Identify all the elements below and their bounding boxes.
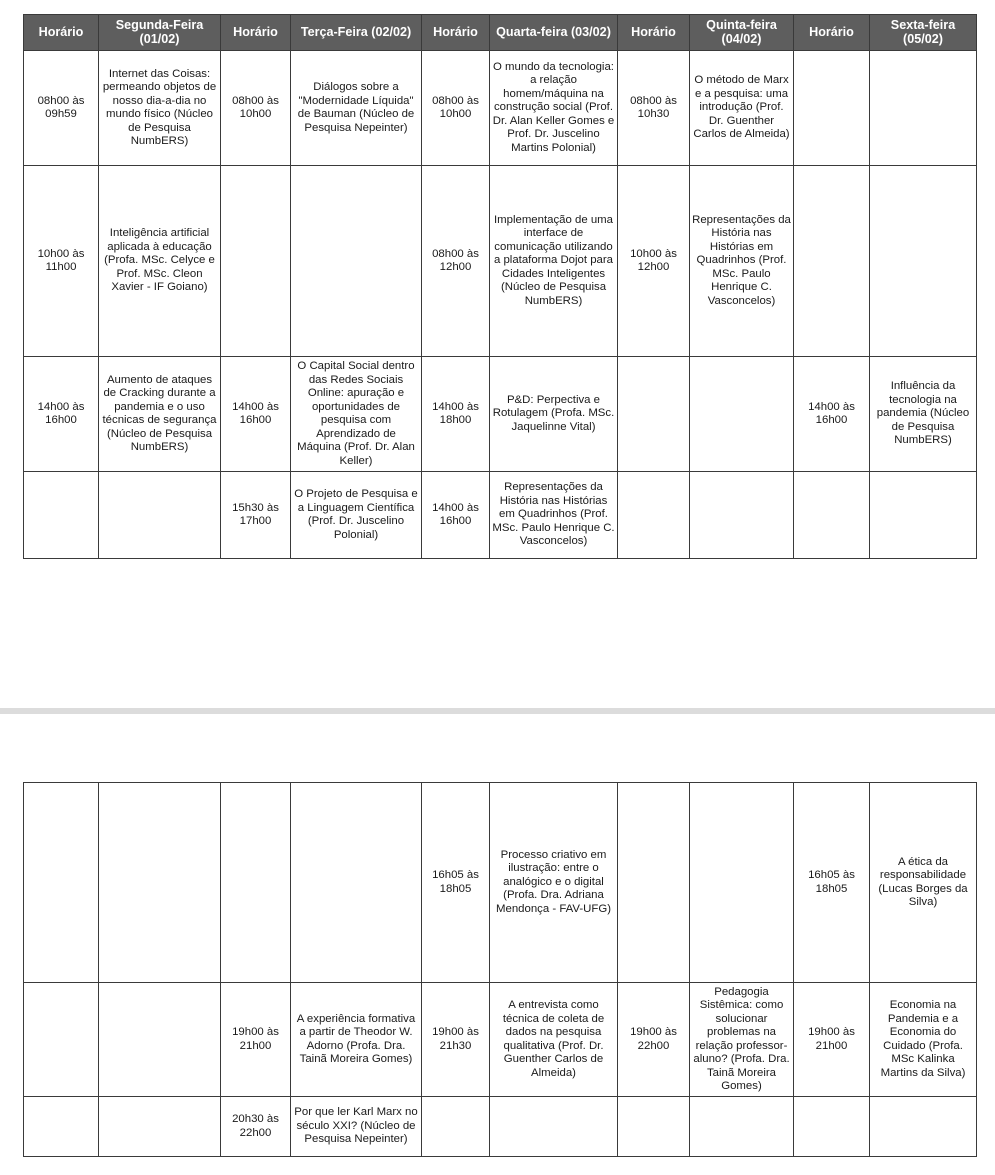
empty-cell xyxy=(24,472,99,559)
page-separator xyxy=(0,708,995,714)
table-row xyxy=(24,983,977,1097)
header-friday: Sexta-feira (05/02) xyxy=(870,15,977,51)
empty-cell xyxy=(794,1097,870,1157)
empty-cell xyxy=(221,783,291,983)
event-cell: Por que ler Karl Marx no século XXI? (Núcleo de Pesquisa Nepeinter) xyxy=(291,1097,422,1157)
event-cell: O Projeto de Pesquisa e a Linguagem Científica (Prof. Dr. Juscelino Polonial) xyxy=(291,472,422,559)
table-row xyxy=(24,1097,977,1157)
time-cell: 19h00 às 22h00 xyxy=(618,983,690,1097)
empty-cell xyxy=(870,472,977,559)
empty-cell xyxy=(24,783,99,983)
table-row xyxy=(24,472,977,559)
event-cell: O Capital Social dentro das Redes Sociais Online: apuração e oportunidades de pesquisa com Aprendizado de Máquina (Prof. Dr. Alan Keller) xyxy=(291,357,422,472)
event-cell: A experiência formativa a partir de Theodor W. Adorno (Profa. Dra. Tainã Moreira Gomes) xyxy=(291,983,422,1097)
empty-cell xyxy=(24,983,99,1097)
event-cell: P&D: Perpectiva e Rotulagem (Profa. MSc. Jaquelinne Vital) xyxy=(490,357,618,472)
empty-cell xyxy=(690,357,794,472)
event-cell: Representações da História nas Histórias em Quadrinhos (Prof. MSc. Paulo Henrique C. Vasconcelos) xyxy=(490,472,618,559)
empty-cell xyxy=(794,472,870,559)
empty-cell xyxy=(422,1097,490,1157)
header-tuesday: Terça-Feira (02/02) xyxy=(291,15,422,51)
header-time: Horário xyxy=(422,15,490,51)
time-cell: 10h00 às 12h00 xyxy=(618,166,690,357)
time-cell: 08h00 às 12h00 xyxy=(422,166,490,357)
empty-cell xyxy=(99,472,221,559)
time-cell: 14h00 às 16h00 xyxy=(24,357,99,472)
header-time: Horário xyxy=(24,15,99,51)
empty-cell xyxy=(690,472,794,559)
time-cell: 08h00 às 09h59 xyxy=(24,51,99,166)
event-cell: Aumento de ataques de Cracking durante a pandemia e o uso técnicas de segurança (Núcleo de Pesquisa NumbERS) xyxy=(99,357,221,472)
table-row xyxy=(24,357,977,472)
time-cell: 16h05 às 18h05 xyxy=(794,783,870,983)
empty-cell xyxy=(690,1097,794,1157)
schedule-table-page-2 xyxy=(23,782,977,1157)
event-cell: Influência da tecnologia na pandemia (Núcleo de Pesquisa NumbERS) xyxy=(870,357,977,472)
time-cell: 14h00 às 16h00 xyxy=(794,357,870,472)
time-cell: 14h00 às 16h00 xyxy=(422,472,490,559)
empty-cell xyxy=(221,166,291,357)
time-cell: 14h00 às 16h00 xyxy=(221,357,291,472)
empty-cell xyxy=(618,1097,690,1157)
time-cell: 19h00 às 21h00 xyxy=(221,983,291,1097)
time-cell: 16h05 às 18h05 xyxy=(422,783,490,983)
empty-cell xyxy=(618,783,690,983)
header-time: Horário xyxy=(794,15,870,51)
time-cell: 14h00 às 18h00 xyxy=(422,357,490,472)
event-cell: O método de Marx e a pesquisa: uma introdução (Prof. Dr. Guenther Carlos de Almeida) xyxy=(690,51,794,166)
event-cell: Representações da História nas Histórias em Quadrinhos (Prof. MSc. Paulo Henrique C. Vasconcelos) xyxy=(690,166,794,357)
empty-cell xyxy=(618,472,690,559)
event-cell: Diálogos sobre a "Modernidade Líquida" de Bauman (Núcleo de Pesquisa Nepeinter) xyxy=(291,51,422,166)
empty-cell xyxy=(690,783,794,983)
empty-cell xyxy=(870,51,977,166)
time-cell: 19h00 às 21h30 xyxy=(422,983,490,1097)
header-thursday: Quinta-feira (04/02) xyxy=(690,15,794,51)
empty-cell xyxy=(870,166,977,357)
schedule-table-page-1 xyxy=(23,14,977,559)
table-row xyxy=(24,783,977,983)
empty-cell xyxy=(99,783,221,983)
empty-cell xyxy=(99,983,221,1097)
empty-cell xyxy=(618,357,690,472)
time-cell: 08h00 às 10h00 xyxy=(221,51,291,166)
event-cell: O mundo da tecnologia: a relação homem/máquina na construção social (Prof. Dr. Alan Keller Gomes e Prof. Dr. Juscelino Martins Polonial) xyxy=(490,51,618,166)
event-cell: Implementação de uma interface de comunicação utilizando a plataforma Dojot para Cidades Inteligentes (Núcleo de Pesquisa NumbERS) xyxy=(490,166,618,357)
header-row xyxy=(24,15,977,51)
event-cell: A ética da responsabilidade (Lucas Borges da Silva) xyxy=(870,783,977,983)
time-cell: 20h30 às 22h00 xyxy=(221,1097,291,1157)
header-monday: Segunda-Feira (01/02) xyxy=(99,15,221,51)
empty-cell xyxy=(870,1097,977,1157)
event-cell: Processo criativo em ilustração: entre o analógico e o digital (Profa. Dra. Adriana Mendonça - FAV-UFG) xyxy=(490,783,618,983)
event-cell: Internet das Coisas: permeando objetos de nosso dia-a-dia no mundo físico (Núcleo de Pesquisa NumbERS) xyxy=(99,51,221,166)
event-cell: Inteligência artificial aplicada à educação (Profa. MSc. Celyce e Prof. MSc. Cleon Xavier - IF Goiano) xyxy=(99,166,221,357)
header-time: Horário xyxy=(221,15,291,51)
time-cell: 15h30 às 17h00 xyxy=(221,472,291,559)
time-cell: 08h00 às 10h00 xyxy=(422,51,490,166)
time-cell: 08h00 às 10h30 xyxy=(618,51,690,166)
empty-cell xyxy=(490,1097,618,1157)
empty-cell xyxy=(24,1097,99,1157)
header-wednesday: Quarta-feira (03/02) xyxy=(490,15,618,51)
empty-cell xyxy=(99,1097,221,1157)
time-cell: 19h00 às 21h00 xyxy=(794,983,870,1097)
event-cell: Pedagogia Sistêmica: como solucionar problemas na relação professor-aluno? (Profa. Dra. Tainã Moreira Gomes) xyxy=(690,983,794,1097)
empty-cell xyxy=(794,166,870,357)
event-cell: A entrevista como técnica de coleta de dados na pesquisa qualitativa (Prof. Dr. Guenther Carlos de Almeida) xyxy=(490,983,618,1097)
empty-cell xyxy=(291,783,422,983)
table-row xyxy=(24,166,977,357)
header-time: Horário xyxy=(618,15,690,51)
empty-cell xyxy=(291,166,422,357)
empty-cell xyxy=(794,51,870,166)
event-cell: Economia na Pandemia e a Economia do Cuidado (Profa. MSc Kalinka Martins da Silva) xyxy=(870,983,977,1097)
table-row xyxy=(24,51,977,166)
time-cell: 10h00 às 11h00 xyxy=(24,166,99,357)
